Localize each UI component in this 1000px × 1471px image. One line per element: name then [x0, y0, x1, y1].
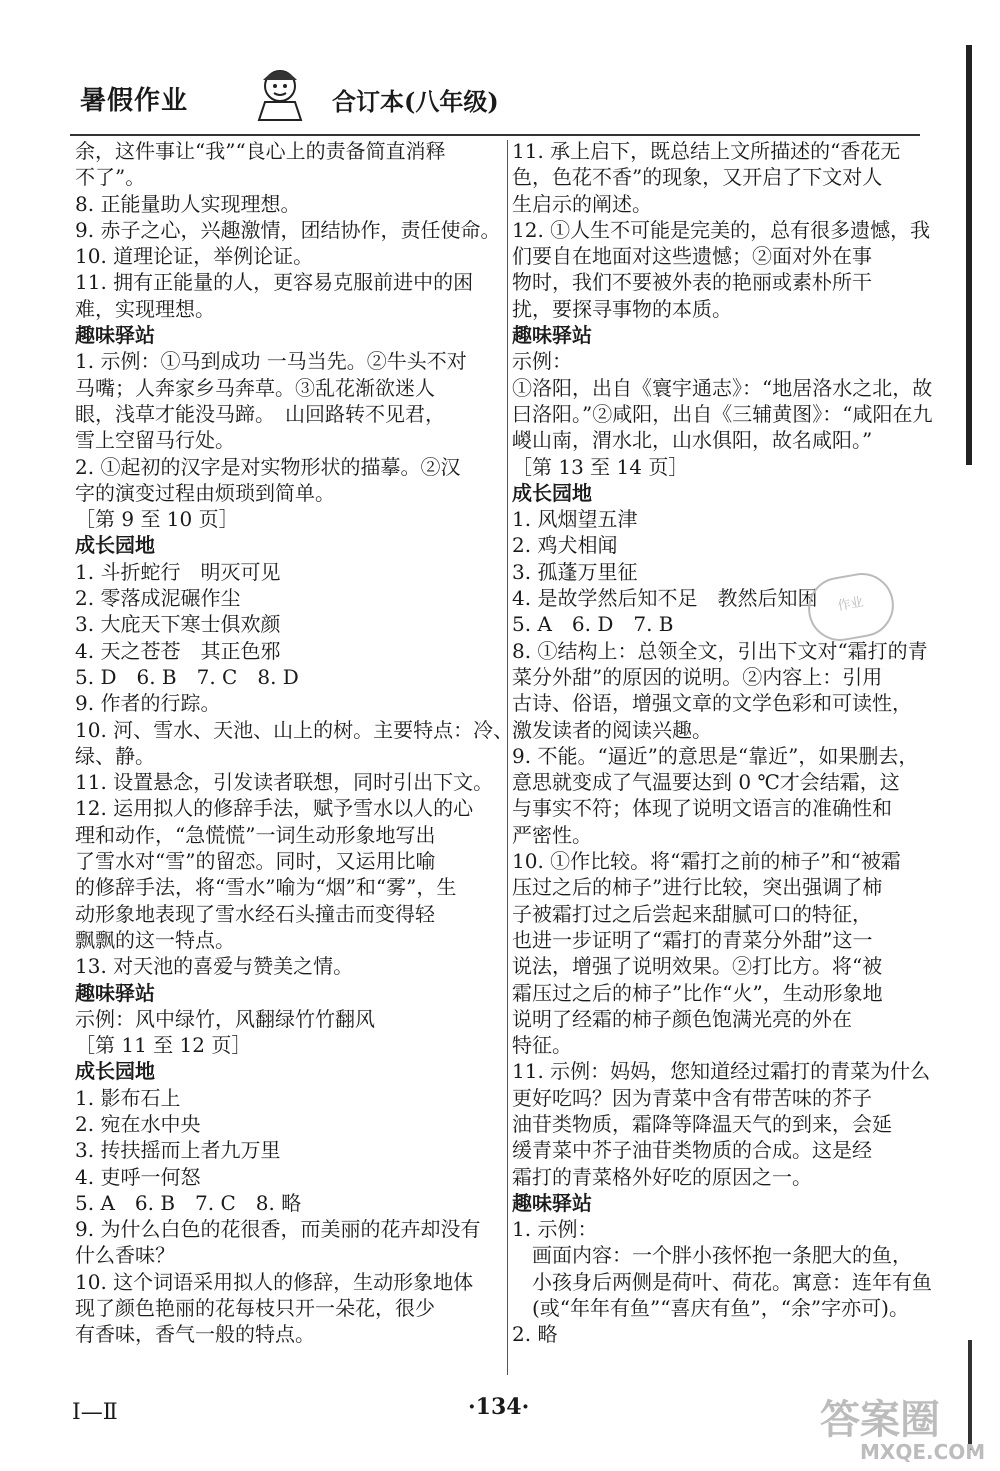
answer-line: 12. ①人生不可能是完美的，总有很多遗憾，我: [512, 217, 931, 242]
header-subtitle: 合订本(八年级): [332, 87, 499, 116]
answer-line: 余，这件事让“我”“良心上的责备简直消释: [75, 139, 446, 163]
answer-line: 严密性。: [512, 822, 592, 847]
answer-line: 了雪水对“雪”的留恋。同时，又运用比喻: [75, 849, 436, 874]
answer-line: 9. 作者的行踪。: [75, 691, 221, 716]
section-heading: 成长园地: [75, 533, 155, 558]
answer-line: 8. 正能量助人实现理想。: [75, 191, 301, 216]
answer-line: 1. 示例：①马到成功 一马当先。②牛头不对: [75, 349, 467, 374]
mascot-icon: [245, 60, 315, 122]
answer-line: 2. 略: [512, 1322, 558, 1347]
answer-line: 绿、静。: [75, 743, 155, 768]
answer-line: 4. 天之苍苍 其正色邪: [75, 638, 281, 663]
answer-line: 2. 宛在水中央: [75, 1111, 201, 1136]
page-number: ·134·: [468, 1394, 530, 1420]
answer-line: 飘飘的这一特点。: [75, 927, 235, 952]
answer-line: 10. 河、雪水、天池、山上的树。主要特点：冷、: [75, 717, 514, 742]
answer-line: 色，色花不香”的现象，又开启了下文对人: [512, 165, 883, 190]
answer-line: 动形象地表现了雪水经石头撞击而变得轻: [75, 901, 435, 926]
answer-line: 更好吃吗？因为青菜中含有带苦味的芥子: [512, 1085, 872, 1110]
left-answer-column: [75, 138, 514, 1348]
answer-line: 不了”。: [75, 165, 146, 190]
answer-line: 们要自在地面对这些遗憾；②面对外在事: [512, 244, 872, 269]
answer-line: 4. 吏呼一何怒: [75, 1164, 201, 1189]
answer-line: 10. 这个词语采用拟人的修辞，生动形象地体: [75, 1269, 474, 1294]
answer-line: ①洛阳，出自《寰宇通志》：“地居洛水之北，故: [512, 375, 933, 400]
answer-line: 理和动作，“急慌慌”一词生动形象地写出: [75, 822, 436, 847]
answer-line: 马嘴；人奔家乡马奔草。③乱花渐欲迷人: [75, 375, 435, 400]
answer-line: 11. 拥有正能量的人，更容易克服前进中的困: [75, 270, 474, 295]
footer-section-label: Ⅰ—Ⅱ: [72, 1400, 118, 1425]
answer-line: 雪上空留马行处。: [75, 428, 235, 453]
answer-line: 缓青菜中芥子油苷类物质的合成。这是经: [512, 1138, 872, 1163]
answer-line: 小孩身后两侧是荷叶、荷花。寓意：连年有鱼: [512, 1269, 932, 1294]
answer-line: 5. A 6. B 7. C 8. 略: [75, 1190, 302, 1215]
answer-line: 难，实现理想。: [75, 296, 215, 321]
answer-line: 5. D 6. B 7. C 8. D: [75, 664, 299, 689]
answer-line: 有香味，香气一般的特点。: [75, 1322, 315, 1347]
answer-line: 2. 零落成泥碾作尘: [75, 586, 241, 611]
answer-line: 眼，浅草才能没马蹄。 山回路转不见君，: [75, 401, 445, 426]
right-answer-column: [512, 138, 942, 1348]
answer-line: 8. ①结构上：总领全文，引出下文对“霜打的青: [512, 638, 928, 663]
answer-line: 与事实不符；体现了说明文语言的准确性和: [512, 796, 892, 821]
answer-line: 4. 是故学然后知不足 教然后知困: [512, 586, 818, 611]
answer-line: 示例：风中绿竹，风翻绿竹竹翻风: [75, 1006, 375, 1031]
answer-line: 10. 道理论证，举例论证。: [75, 244, 314, 269]
answer-line: 扰，要探寻事物的本质。: [512, 296, 732, 321]
watermark-logo: 答案圈: [820, 1397, 940, 1443]
answer-line: 霜压过之后的柿子”比作“火”，生动形象地: [512, 980, 883, 1005]
answer-line: 古诗、俗语，增强文章的文学色彩和可读性，: [512, 691, 912, 716]
answer-line: ［第 9 至 10 页］: [75, 507, 239, 532]
answer-line: 意思就变成了气温要达到 0 ℃才会结霜，这: [512, 770, 900, 795]
answer-line: 什么香味？: [75, 1243, 175, 1268]
answer-line: 嵕山南，渭水北，山水俱阳，故名咸阳。”: [512, 428, 873, 453]
answer-line: 霜打的青菜格外好吃的原因之一。: [512, 1164, 812, 1189]
answer-line: 也进一步证明了“霜打的青菜分外甜”这一: [512, 927, 873, 952]
answer-line: 5. A 6. D 7. B: [512, 612, 674, 637]
answer-line: 示例：: [512, 349, 572, 374]
answer-line: 子被霜打过之后尝起来甜腻可口的特征，: [512, 901, 872, 926]
answer-line: 说明了经霜的柿子颜色饱满光亮的外在: [512, 1006, 852, 1031]
answer-line: ［第 11 至 12 页］: [75, 1033, 252, 1058]
answer-line: 曰洛阳。”②咸阳，出自《三辅黄图》：“咸阳在九: [512, 401, 933, 426]
answer-line: 字的演变过程由烦琐到简单。: [75, 480, 335, 505]
answer-line: 物时，我们不要被外表的艳丽或素朴所干: [512, 270, 872, 295]
answer-line: 3. 抟扶摇而上者九万里: [75, 1138, 281, 1163]
section-heading: 成长园地: [512, 480, 592, 505]
answer-line: 3. 孤蓬万里征: [512, 559, 638, 584]
section-heading: 成长园地: [75, 1059, 155, 1084]
answer-line: 特征。: [512, 1033, 572, 1058]
column-divider: [507, 140, 508, 1375]
answer-line: ［第 13 至 14 页］: [512, 454, 689, 479]
answer-line: 9. 不能。“逼近”的意思是“靠近”，如果删去，: [512, 743, 919, 768]
section-heading: 趣味驿站: [75, 980, 155, 1005]
page-edge-bar-bottom: [968, 1340, 972, 1450]
answer-line: 1. 示例：: [512, 1217, 598, 1242]
page-edge-bar: [966, 45, 972, 465]
watermark-url: MXQE.COM: [860, 1440, 986, 1464]
answer-line: 9. 为什么白色的花很香，而美丽的花卉却没有: [75, 1217, 481, 1242]
page-header: [70, 60, 910, 130]
header-divider: [70, 134, 920, 136]
answer-line: 1. 风烟望五津: [512, 507, 638, 532]
header-logo-text: 暑假作业: [80, 86, 189, 116]
answer-line: 11. 设置悬念，引发读者联想，同时引出下文。: [75, 770, 494, 795]
section-heading: 趣味驿站: [512, 323, 592, 348]
section-heading: 趣味驿站: [512, 1190, 592, 1215]
answer-line: 2. 鸡犬相闻: [512, 533, 618, 558]
answer-line: 13. 对天池的喜爱与赞美之情。: [75, 954, 354, 979]
answer-line: 9. 赤子之心，兴趣激情，团结协作，责任使命。: [75, 217, 501, 242]
stamp-mark: 作业: [803, 568, 899, 646]
answer-line: 生启示的阐述。: [512, 191, 652, 216]
answer-line: 10. ①作比较。将“霜打之前的柿子”和“被霜: [512, 849, 901, 874]
answer-line: 3. 大庇天下寒士俱欢颜: [75, 612, 281, 637]
answer-line: 11. 示例：妈妈，您知道经过霜打的青菜为什么: [512, 1059, 931, 1084]
answer-line: 12. 运用拟人的修辞手法，赋予雪水以人的心: [75, 796, 474, 821]
answer-line: 现了颜色艳丽的花每枝只开一朵花，很少: [75, 1296, 435, 1321]
answer-line: 1. 斗折蛇行 明灭可见: [75, 559, 281, 584]
answer-line: 2. ①起初的汉字是对实物形状的描摹。②汉: [75, 454, 461, 479]
answer-line: 激发读者的阅读兴趣。: [512, 717, 712, 742]
answer-line: 1. 影布石上: [75, 1085, 181, 1110]
answer-line: 菜分外甜”的原因的说明。②内容上：引用: [512, 664, 883, 689]
answer-line: 说法，增强了说明效果。②打比方。将“被: [512, 954, 883, 979]
answer-line: 的修辞手法，将“雪水”喻为“烟”和“雾”，生: [75, 875, 457, 900]
answer-line: 压过之后的柿子”进行比较，突出强调了柿: [512, 875, 883, 900]
answer-line: (或“年年有鱼”“喜庆有鱼”，“余”字亦可)。: [512, 1296, 909, 1321]
section-heading: 趣味驿站: [75, 323, 155, 348]
answer-line: 油苷类物质，霜降等降温天气的到来，会延: [512, 1111, 892, 1136]
answer-line: 画面内容：一个胖小孩怀抱一条肥大的鱼，: [512, 1243, 912, 1268]
answer-line: 11. 承上启下，既总结上文所描述的“香花无: [512, 139, 901, 163]
